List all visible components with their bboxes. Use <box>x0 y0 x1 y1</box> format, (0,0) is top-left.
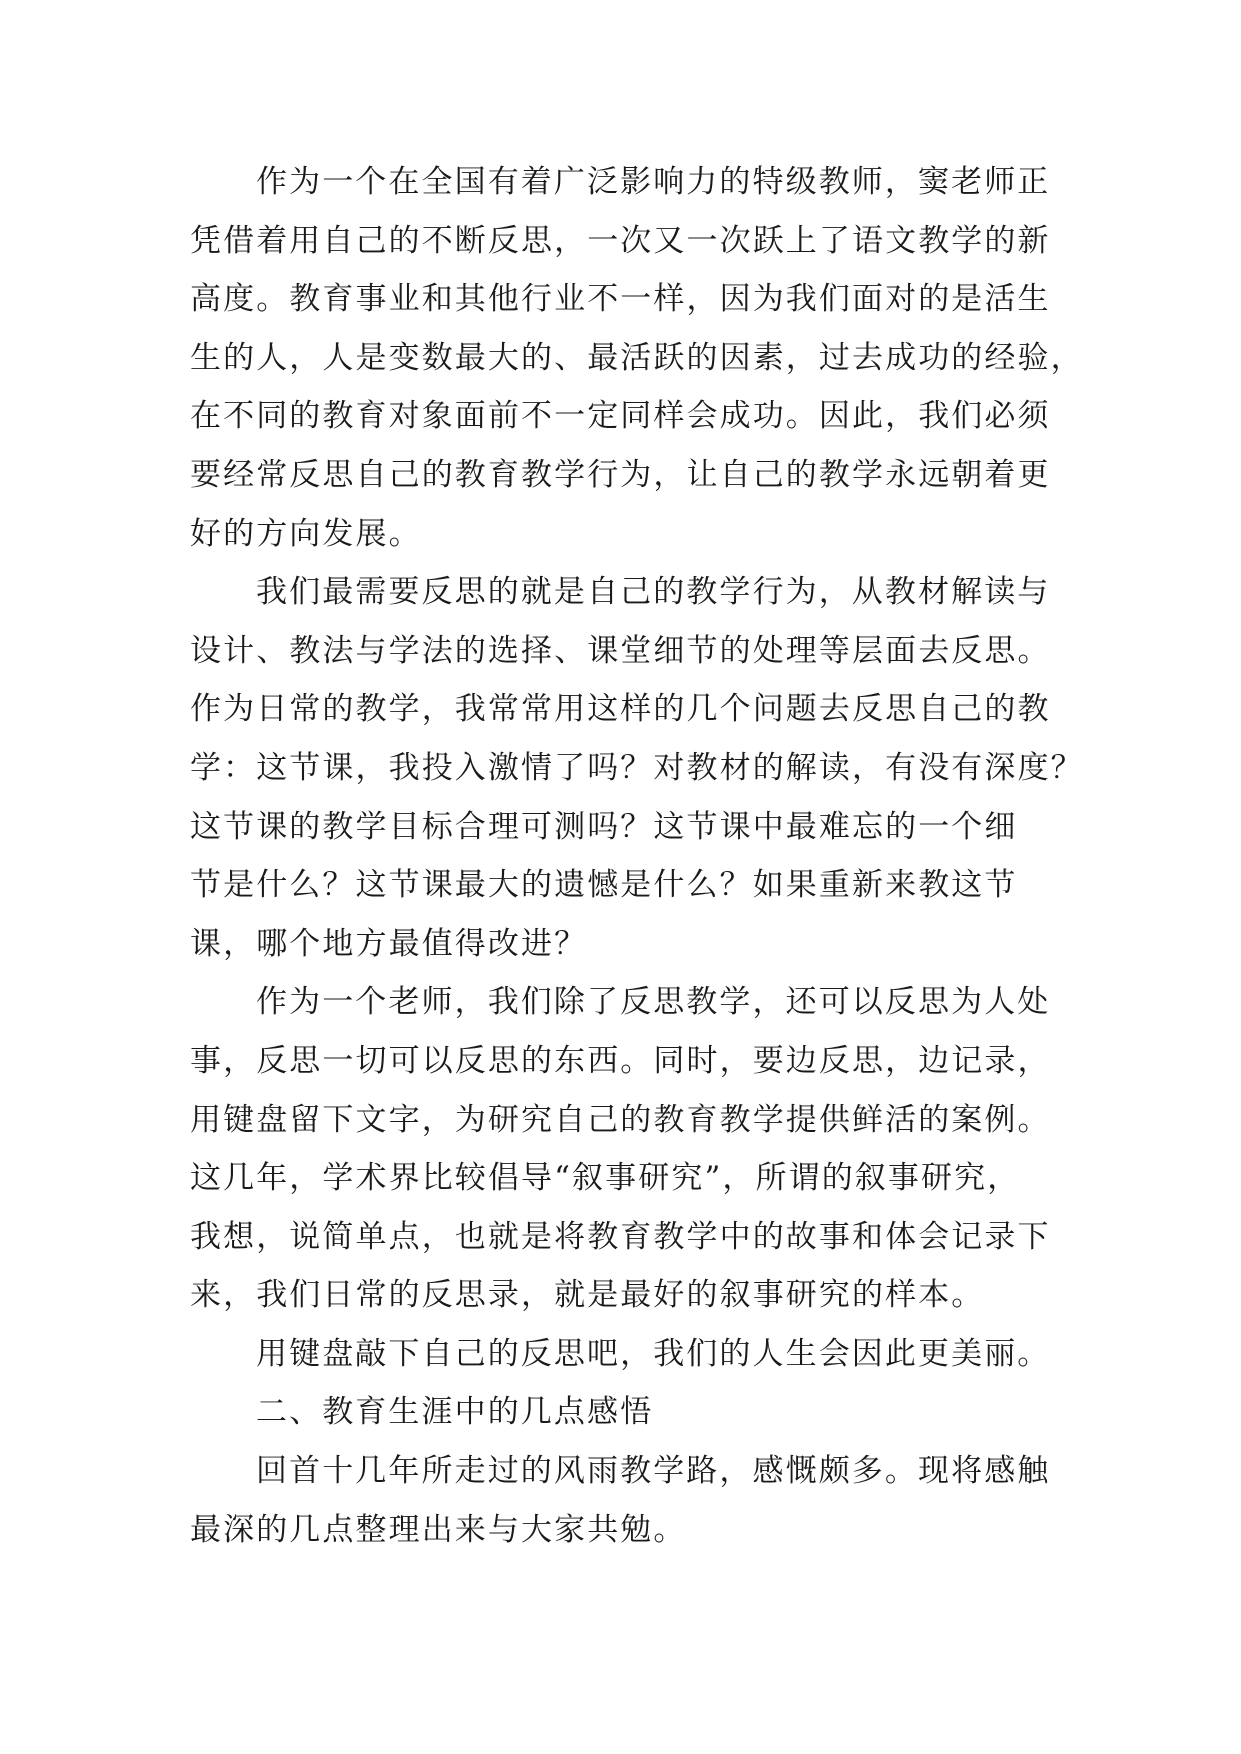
text-line: 作为一个在全国有着广泛影响力的特级教师，窦老师正 <box>256 164 1051 200</box>
text-line: 高度。教育事业和其他行业不一样，因为我们面对的是活生 <box>190 281 1051 318</box>
text-line: 回首十几年所走过的风雨教学路，感慨颇多。现将感触 <box>256 1453 1051 1490</box>
text-line: 生的人，人是变数最大的、最活跃的因素，过去成功的经验， <box>190 339 1084 376</box>
text-line: 用键盘敲下自己的反思吧，我们的人生会因此更美丽。 <box>256 1335 1051 1372</box>
text-line: 好的方向发展。 <box>190 515 422 552</box>
text-line: 这几年，学术界比较倡导“叙事研究”，所谓的叙事研究， <box>190 1160 1021 1197</box>
text-line: 我想，说简单点，也就是将教育教学中的故事和体会记录下 <box>190 1218 1051 1255</box>
text-line: 要经常反思自己的教育教学行为，让自己的教学永远朝着更 <box>190 456 1051 493</box>
text-line: 这节课的教学目标合理可测吗？这节课中最难忘的一个细 <box>190 808 1018 845</box>
text-line: 最深的几点整理出来与大家共勉。 <box>190 1511 687 1548</box>
text-line: 凭借着用自己的不断反思，一次又一次跃上了语文教学的新 <box>190 222 1051 259</box>
text-line: 作为一个老师，我们除了反思教学，还可以反思为人处 <box>256 984 1051 1021</box>
text-line: 节是什么？这节课最大的遗憾是什么？如果重新来教这节 <box>190 867 1018 904</box>
text-line: 我们最需要反思的就是自己的教学行为，从教材解读与 <box>256 574 1051 611</box>
text-line: 作为日常的教学，我常常用这样的几个问题去反思自己的教 <box>190 691 1051 728</box>
text-line: 设计、教法与学法的选择、课堂细节的处理等层面去反思。 <box>190 632 1051 669</box>
body-text <box>190 153 1090 1559</box>
text-line: 课，哪个地方最值得改进？ <box>190 925 588 962</box>
text-line: 事，反思一切可以反思的东西。同时，要边反思，边记录， <box>190 1042 1051 1079</box>
text-line: 用键盘留下文字，为研究自己的教育教学提供鲜活的案例。 <box>190 1101 1051 1138</box>
text-line: 在不同的教育对象面前不一定同样会成功。因此，我们必须 <box>190 398 1051 435</box>
text-line: 学：这节课，我投入激情了吗？对教材的解读，有没有深度？ <box>190 749 1084 786</box>
text-line: 来，我们日常的反思录，就是最好的叙事研究的样本。 <box>190 1277 985 1314</box>
text-line: 二、教育生涯中的几点感悟 <box>256 1394 654 1431</box>
